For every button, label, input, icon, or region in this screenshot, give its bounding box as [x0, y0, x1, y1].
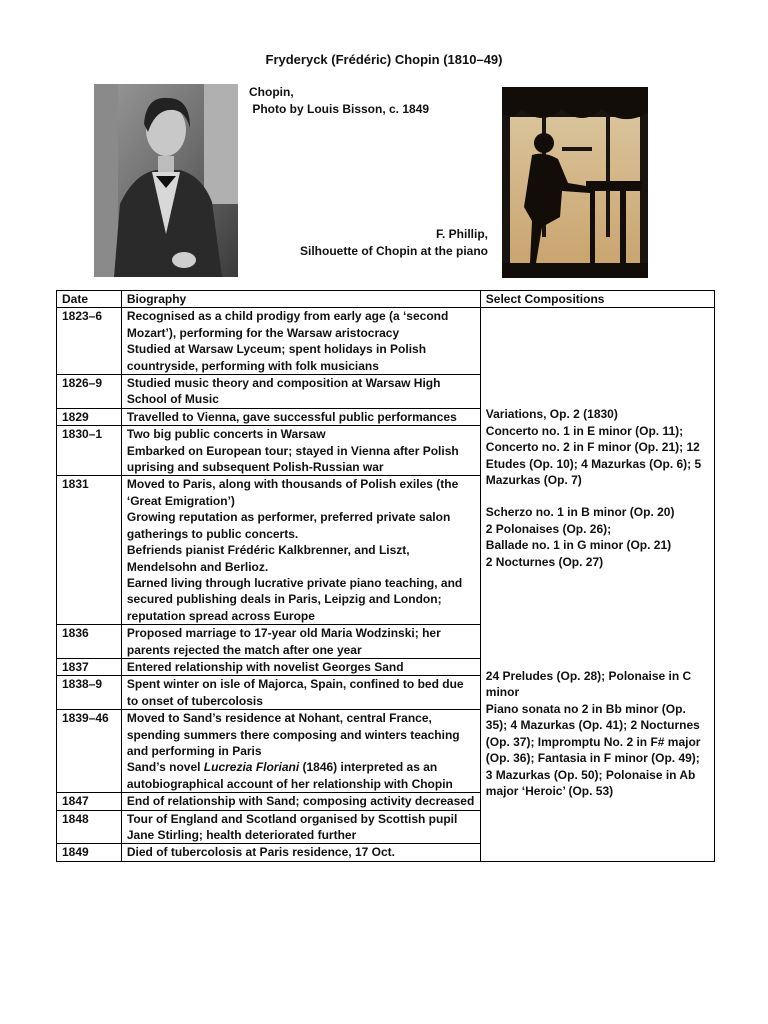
- row-date: 1849: [57, 844, 122, 861]
- row-bio: [121, 408, 480, 425]
- bio-line: Died of tubercolosis at Paris residence, 17 Oct.: [126, 845, 395, 860]
- row-bio: [121, 625, 480, 659]
- row-date: 1837: [57, 658, 122, 675]
- row-date: 1836: [57, 625, 122, 659]
- bio-line: Proposed marriage to 17-year old Maria Wodzinski; her parents rejected the match after one year: [126, 626, 441, 657]
- row-bio: [121, 658, 480, 675]
- silhouette-caption-line1: F. Phillip,: [435, 227, 488, 241]
- table-header-row: [57, 291, 715, 308]
- bio-line: Tour of England and Scotland organised by Scottish pupil Jane Stirling; health deteriorated further: [126, 811, 458, 842]
- composition-entry: Piano sonata no 2 in Bb minor (Op. 35); 4 Mazurkas (Op. 41); 2 Nocturnes (Op. 37); Impromptu No. 2 in F# major (Op. 36); Fantasia in F minor (Op. 49); 3 Mazurkas (Op. 50); Polonaise in Ab major ‘Heroic’ (Op. 53): [485, 701, 701, 798]
- row-bio: [121, 710, 480, 793]
- row-date: 1831: [57, 476, 122, 625]
- row-bio: [121, 793, 480, 810]
- bio-line: Recognised as a child prodigy from early age (a ‘second Mozart’), performing for the Warsaw aristocracy: [126, 309, 449, 340]
- bio-line: Earned living through lucrative private piano teaching, and secured publishing deals in Paris, Leipzig and London; reputation spread across Europe: [126, 575, 463, 623]
- photo-caption-line2: Photo by Louis Bisson, c. 1849: [249, 102, 430, 116]
- row-bio: [121, 676, 480, 710]
- row-bio: [121, 476, 480, 625]
- bio-line: Embarked on European tour; stayed in Vienna after Polish uprising and subsequent Polish-Russian war: [126, 443, 459, 475]
- header-date: Date: [57, 291, 122, 308]
- bio-line: Moved to Sand’s residence at Nohant, central France, spending summers there composing and winters teaching and performing in Paris: [126, 711, 460, 758]
- bio-line: Studied at Warsaw Lyceum; spent holidays in Polish countryside, performing with folk musicians: [126, 342, 427, 373]
- composition-entry: Ballade no. 1 in G minor (Op. 21): [485, 538, 672, 553]
- compositions-cell: [480, 308, 714, 861]
- bio-line: Two big public concerts in Warsaw: [126, 427, 326, 442]
- composition-entry: 24 Preludes (Op. 28); Polonaise in C minor: [485, 669, 692, 700]
- composition-entry: Concerto no. 1 in E minor (Op. 11); Concerto no. 2 in F minor (Op. 21); 12 Etudes (Op. 10); 4 Mazurkas (Op. 6); 5 Mazurkas (Op. 7): [485, 423, 702, 488]
- row-bio: [121, 375, 480, 409]
- silhouette-caption: [300, 226, 488, 260]
- header-compositions: Select Compositions: [480, 291, 714, 308]
- bio-line: Entered relationship with novelist Georges Sand: [126, 659, 404, 674]
- row-bio: [121, 308, 480, 375]
- bio-line: Travelled to Vienna, gave successful public performances: [126, 409, 457, 424]
- row-bio: [121, 810, 480, 844]
- chronology-table: [56, 290, 715, 862]
- row-date: 1838–9: [57, 676, 122, 710]
- row-date: 1826–9: [57, 375, 122, 409]
- composition-entry: Scherzo no. 1 in B minor (Op. 20): [485, 505, 675, 520]
- page-title: Fryderyck (Frédéric) Chopin (1810–49): [265, 52, 503, 67]
- row-date: 1823–6: [57, 308, 122, 375]
- row-date: 1847: [57, 793, 122, 810]
- novel-title: Lucrezia Floriani: [203, 760, 300, 775]
- row-date: 1830–1: [57, 426, 122, 476]
- bio-line: End of relationship with Sand; composing activity decreased: [126, 794, 475, 809]
- row-date: 1839–46: [57, 710, 122, 793]
- composition-entry: 2 Polonaises (Op. 26);: [485, 521, 612, 536]
- photo-caption: [249, 84, 429, 118]
- photo-caption-line1: Chopin,: [249, 85, 294, 99]
- bio-line: Moved to Paris, along with thousands of Polish exiles (the ‘Great Emigration’): [126, 477, 459, 508]
- row-bio: [121, 844, 480, 861]
- bio-line: Spent winter on isle of Majorca, Spain, confined to bed due to onset of tubercolosis: [126, 677, 464, 708]
- composition-entry: 2 Nocturnes (Op. 27): [485, 554, 604, 569]
- header-biography: Biography: [121, 291, 480, 308]
- bio-line: Growing reputation as performer, preferred private salon gatherings to public concerts.: [126, 510, 451, 541]
- row-bio: [121, 426, 480, 476]
- silhouette-caption-line2: Silhouette of Chopin at the piano: [300, 244, 488, 258]
- bio-line: Befriends pianist Frédéric Kalkbrenner, and Liszt, Mendelsohn and Berlioz.: [126, 543, 410, 574]
- table-row: [57, 308, 715, 375]
- bio-line: Studied music theory and composition at Warsaw High School of Music: [126, 376, 441, 407]
- composition-entry: Variations, Op. 2 (1830): [485, 407, 618, 422]
- bio-line-novel: Sand’s novel Lucrezia Floriani (1846) interpreted as an autobiographical account of her relationship with Chopin: [126, 760, 453, 791]
- chopin-silhouette-image: [502, 87, 648, 278]
- row-date: 1829: [57, 408, 122, 425]
- chopin-photo: [94, 84, 238, 277]
- row-date: 1848: [57, 810, 122, 844]
